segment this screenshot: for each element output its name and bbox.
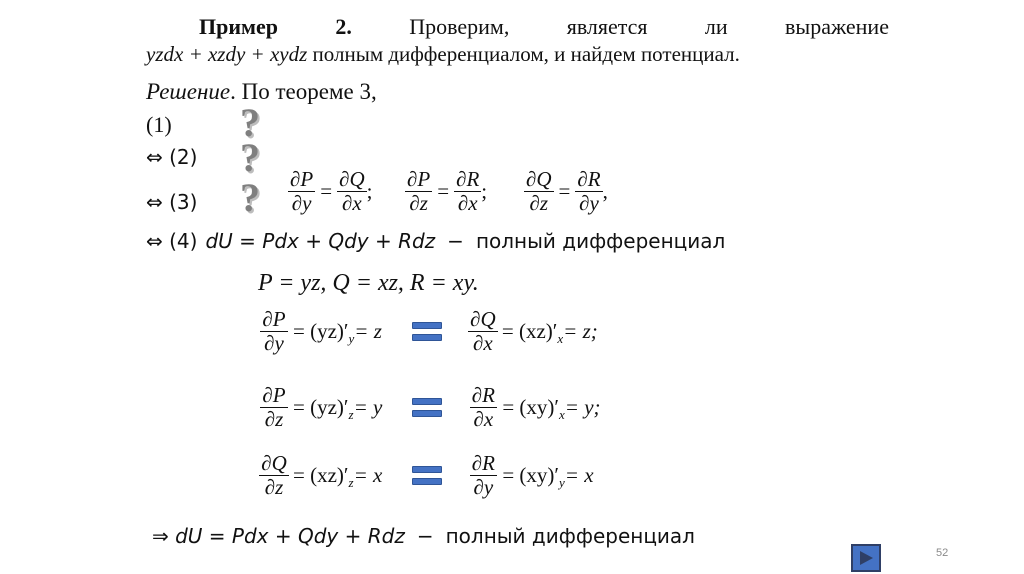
derivative-result: = y; bbox=[564, 395, 601, 420]
fraction-denominator: ∂z bbox=[264, 407, 284, 432]
title-line-2 bbox=[146, 42, 740, 67]
title-word-2: является bbox=[566, 14, 648, 39]
solution-heading bbox=[146, 79, 377, 105]
item-4-prefix: ⇔ (4) bbox=[146, 229, 198, 253]
slide-number: 52 bbox=[936, 547, 949, 559]
equals-icon bbox=[412, 322, 442, 341]
next-slide-button[interactable] bbox=[851, 544, 881, 572]
conclusion bbox=[152, 524, 695, 548]
solution-intro: . По теореме 3, bbox=[230, 79, 377, 104]
title-word-3: ли bbox=[704, 14, 728, 39]
separator: , bbox=[602, 179, 608, 204]
derivative-subscript: x bbox=[557, 330, 564, 346]
question-mark-icon: ? bbox=[240, 175, 260, 220]
item-4-formula: dU = Pdx + Qdy + Rdz bbox=[205, 229, 436, 253]
title-word-4: выражение bbox=[785, 14, 889, 39]
question-mark-icon: ? bbox=[240, 135, 260, 180]
condition-2: $\frac{\partial P}{\partial z}$ = $\frac{\partial R}{\partial x}$ ; bbox=[407, 167, 488, 216]
derivation-row-1 bbox=[255, 308, 598, 355]
definitions: P = yz, Q = xz, R = xy. bbox=[258, 270, 479, 296]
fraction-numerator: ∂R bbox=[577, 167, 601, 191]
fraction-denominator: ∂x bbox=[457, 191, 478, 216]
item-4 bbox=[146, 229, 725, 253]
fraction-numerator: ∂Q bbox=[261, 451, 287, 475]
derivative-subscript: z bbox=[348, 406, 354, 422]
fraction-denominator: ∂y bbox=[473, 475, 494, 500]
solution-label: Решение bbox=[146, 79, 231, 104]
conclusion-dash: − bbox=[416, 524, 434, 548]
derivative-expression: = (yz)′ bbox=[293, 319, 349, 344]
fraction-numerator: ∂P bbox=[407, 167, 431, 191]
item-4-dash: − bbox=[447, 229, 464, 253]
separator: ; bbox=[481, 179, 488, 204]
fraction-denominator: ∂y bbox=[579, 191, 599, 216]
item-4-text: полный дифференциал bbox=[475, 229, 726, 253]
fraction-numerator: ∂P bbox=[290, 167, 314, 191]
derivation-row-2 bbox=[255, 384, 601, 431]
derivative-subscript: x bbox=[559, 406, 565, 422]
example-label: Пример bbox=[199, 14, 279, 39]
derivative-result: = y bbox=[353, 395, 383, 420]
fraction-denominator: ∂y bbox=[264, 331, 284, 356]
item-3: ⇔ (3) bbox=[146, 190, 198, 214]
title-word-1: Проверим, bbox=[409, 14, 510, 39]
derivative-expression: = (xz)′ bbox=[501, 319, 558, 344]
derivative-subscript: y bbox=[559, 474, 565, 490]
question-mark-icon: ? bbox=[240, 100, 260, 145]
derivative-expression: = (xy)′ bbox=[502, 395, 559, 420]
example-number: 2. bbox=[335, 14, 352, 39]
fraction-denominator: ∂x bbox=[473, 331, 493, 356]
condition-3: $\frac{\partial Q}{\partial z}$ = $\frac{\partial R}{\partial y}$ , bbox=[526, 167, 608, 216]
derivative-result: = x bbox=[564, 463, 594, 488]
fraction-numerator: ∂R bbox=[471, 451, 495, 475]
fraction-denominator: ∂z bbox=[529, 191, 549, 216]
fraction-denominator: ∂x bbox=[341, 191, 362, 216]
fraction-numerator: ∂Q bbox=[470, 307, 496, 331]
fraction-denominator: ∂x bbox=[473, 407, 494, 432]
separator: ; bbox=[366, 179, 373, 204]
derivative-expression: = (xz)′ bbox=[293, 463, 349, 488]
fraction-denominator: ∂y bbox=[291, 191, 312, 216]
fraction-numerator: ∂Q bbox=[526, 167, 552, 191]
derivative-subscript: z bbox=[348, 474, 354, 490]
fraction-numerator: ∂R bbox=[471, 383, 495, 407]
title-expression: yzdx + xzdy + xydz bbox=[146, 42, 308, 66]
derivation-row-3 bbox=[255, 452, 594, 499]
equals-icon bbox=[412, 466, 442, 485]
title-line2-text: полным дифференциалом, и найдем потенциал. bbox=[312, 42, 740, 66]
fraction-numerator: ∂P bbox=[262, 307, 286, 331]
fraction-numerator: ∂P bbox=[262, 383, 286, 407]
fraction-numerator: ∂Q bbox=[339, 167, 365, 191]
derivative-expression: = (xy)′ bbox=[502, 463, 559, 488]
derivative-result: = z; bbox=[563, 319, 598, 344]
derivative-subscript: y bbox=[348, 330, 355, 346]
fraction-numerator: ∂R bbox=[456, 167, 480, 191]
conclusion-text: полный дифференциал bbox=[445, 524, 695, 548]
equals-icon bbox=[412, 398, 442, 417]
fraction-denominator: ∂z bbox=[409, 191, 428, 216]
derivative-result: = z bbox=[354, 319, 382, 344]
conclusion-formula: ⇒ dU = Pdx + Qdy + Rdz bbox=[152, 524, 405, 548]
item-2: ⇔ (2) bbox=[146, 145, 198, 169]
item-1: (1) bbox=[146, 112, 172, 137]
title-line-1 bbox=[199, 14, 889, 40]
fraction-denominator: ∂z bbox=[264, 475, 284, 500]
condition-1: $\frac{\partial P}{\partial y}$ = $\frac{\partial Q}{\partial x}$ ; bbox=[290, 167, 373, 216]
derivative-result: = x bbox=[353, 463, 383, 488]
play-icon bbox=[857, 549, 875, 567]
derivative-expression: = (yz)′ bbox=[293, 395, 349, 420]
